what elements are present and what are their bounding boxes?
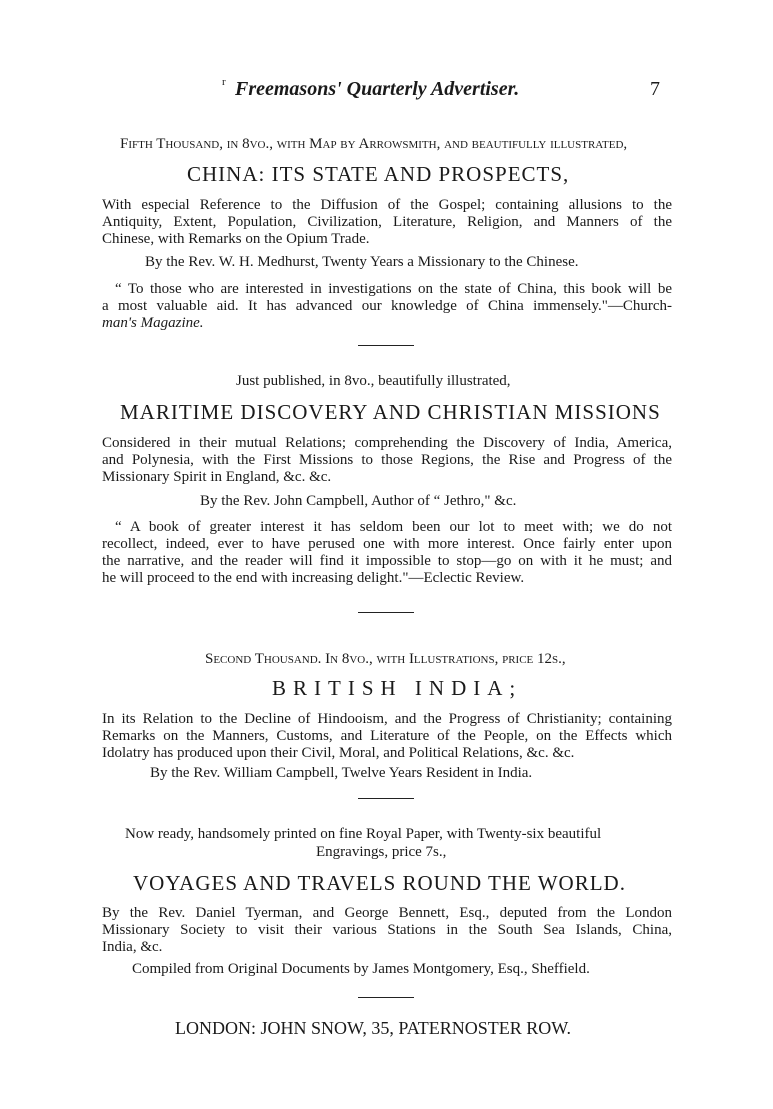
advert-description-line: Considered in their mutual Relations; comprehending the Discovery of India, America, (102, 435, 672, 451)
publisher-imprint: LONDON: JOHN SNOW, 35, PATERNOSTER ROW. (175, 1018, 572, 1038)
page-header (0, 78, 773, 108)
section-divider (358, 798, 414, 799)
advert-intro: Second Thousand. In 8vo., with Illustrations, price 12s., (205, 651, 566, 667)
advert-title: VOYAGES AND TRAVELS ROUND THE WORLD. (133, 871, 626, 895)
advert-title: BRITISH INDIA; (272, 676, 523, 700)
advert-intro: Just published, in 8vo., beautifully illustrated, (236, 373, 511, 389)
advert-compiled-by: Compiled from Original Documents by James Montgomery, Esq., Sheffield. (132, 961, 590, 977)
advert-description-line: and Polynesia, with the First Missions to those Regions, the Rise and Progress of the (102, 452, 672, 468)
advert-title: MARITIME DISCOVERY AND CHRISTIAN MISSIONS (120, 400, 661, 424)
header-mark: r (222, 76, 226, 88)
advert-quote-line: “ A book of greater interest it has seldom been our lot to meet with; we do not (115, 519, 672, 535)
advert-description-line: Remarks on the Manners, Customs, and Literature of the People, on the Effects which (102, 728, 672, 744)
advert-intro: Engravings, price 7s., (316, 844, 447, 860)
advert-quote-line: “ To those who are interested in investigations on the state of China, this book will be (115, 281, 672, 297)
advert-author: By the Rev. William Campbell, Twelve Years Resident in India. (150, 765, 533, 781)
advert-description-line: India, &c. (102, 939, 163, 955)
advert-description-line: Chinese, with Remarks on the Opium Trade. (102, 231, 370, 247)
advert-quote-line: he will proceed to the end with increasing delight."—Eclectic Review. (102, 570, 525, 586)
advert-description-line: Missionary Spirit in England, &c. &c. (102, 469, 332, 485)
advert-description-line: By the Rev. Daniel Tyerman, and George Bennett, Esq., deputed from the London (102, 905, 672, 921)
advert-description-line: In its Relation to the Decline of Hindooism, and the Progress of Christianity; containing (102, 711, 672, 727)
running-title: Freemasons' Quarterly Advertiser. (235, 78, 520, 100)
advert-quote-source: man's Magazine. (102, 315, 204, 331)
advert-intro: Now ready, handsomely printed on fine Royal Paper, with Twenty-six beautiful (125, 826, 602, 842)
advert-quote-line: recollect, indeed, ever to have perused one with more interest. Once fairly enter upon (102, 536, 672, 552)
advert-description-line: Idolatry has produced upon their Civil, Moral, and Political Relations, &c. &c. (102, 745, 575, 761)
advert-intro: Fifth Thousand, in 8vo., with Map by Arrowsmith, and beautifully illustrated, (120, 136, 628, 152)
advert-description-line: With especial Reference to the Diffusion of the Gospel; containing allusions to the (102, 197, 672, 213)
section-divider (358, 345, 414, 346)
advert-description-line: Antiquity, Extent, Population, Civilization, Literature, Religion, and Manners of the (102, 214, 672, 230)
section-divider (358, 997, 414, 998)
advert-quote-line: the narrative, and the reader will find it impossible to stop—go on with it he must; and (102, 553, 672, 569)
advert-author: By the Rev. W. H. Medhurst, Twenty Years a Missionary to the Chinese. (145, 254, 579, 270)
page-number: 7 (650, 78, 660, 100)
advert-author: By the Rev. John Campbell, Author of “ Jethro," &c. (200, 493, 517, 509)
advert-description-line: Missionary Society to visit their various Stations in the South Sea Islands, China, (102, 922, 672, 938)
advert-quote-line: a most valuable aid. It has advanced our knowledge of China immensely."—Church- (102, 298, 672, 314)
section-divider (358, 612, 414, 613)
advert-title: CHINA: ITS STATE AND PROSPECTS, (187, 162, 570, 186)
